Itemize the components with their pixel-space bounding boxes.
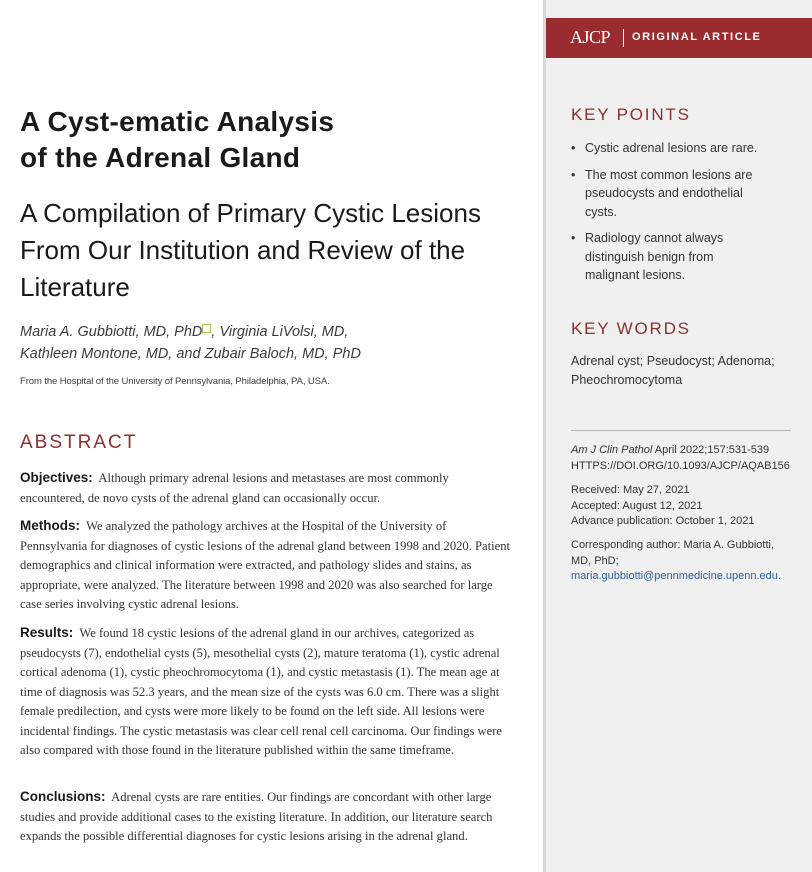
citation: Am J Clin Pathol April 2022;157:531-539 HTTPS://DOI.ORG/10.1093/AJCP/AQAB156	[571, 443, 796, 474]
conclusions-label: Conclusions:	[20, 789, 106, 804]
key-points-heading: KEY POINTS	[571, 105, 691, 124]
abstract-heading: ABSTRACT	[20, 432, 138, 453]
objectives-label: Objectives:	[20, 470, 93, 485]
affiliation: From the Hospital of the University of Pennsylvania, Philadelphia, PA, USA.	[20, 376, 330, 387]
doi-link[interactable]: HTTPS://DOI.ORG/10.1093/AJCP/AQAB156	[571, 459, 790, 472]
key-words: Adrenal cyst; Pseudocyst; Adenoma; Pheochromocytoma	[571, 354, 775, 387]
journal-banner	[546, 18, 812, 58]
author-list: Maria A. Gubbiotti, MD, PhD , Virginia LiVolsi, MD, Kathleen Montone, MD, and Zubair Baloch, MD, PhD	[20, 324, 361, 362]
abstract-results: Results: We found 18 cystic lesions of the adrenal gland in our archives, categorized as pseudocysts (7), endothelial cysts (5), mesothelial cysts (2), mature teratoma (1), cystic adrenal cortical adenoma (1), cystic pheochromocytoma (1), and cystic metastasis (1). The mean age at time of diagnosis was 52.3 years, and the mean size of the cysts was 6.0 cm. There was a slight female predilection, and cysts were more likely to be found on the left side. All lesions were incidental findings. The cystic metastasis was clear cell renal cell carcinoma. Our findings were also compared with those found in the literature published within the same timeframe.	[20, 625, 502, 757]
abstract-methods: Methods: We analyzed the pathology archives at the Hospital of the University of Pennsylvania for diagnoses of cystic lesions of the adrenal gland between 1998 and 2020. Patient demographics and clinical information were extracted, and pathology slides and stains, as appropriate, were analyzed. The literature between 1998 and 2020 was also searched for large case series involving cystic adrenal lesions.	[20, 518, 510, 611]
key-points-list	[571, 139, 771, 293]
sidebar-panel	[543, 0, 812, 872]
methods-label: Methods:	[20, 518, 80, 533]
corresponding-author: Corresponding author: Maria A. Gubbiotti, MD, PhD; maria.gubbiotti@pennmedicine.upenn.edu.	[571, 539, 781, 582]
abstract-objectives: Objectives: Although primary adrenal lesions and metastases are most commonly encountered, de novo cysts of the adrenal gland can occasionally occur.	[20, 470, 449, 505]
article-subtitle: A Compilation of Primary Cystic Lesions From Our Institution and Review of the Literature	[20, 198, 481, 302]
citation-journal: Am J Clin Pathol	[571, 444, 653, 456]
publication-dates: Received: May 27, 2021 Accepted: August 12, 2021 Advance publication: October 1, 2021	[571, 484, 755, 527]
results-label: Results:	[20, 625, 74, 640]
divider	[571, 430, 791, 431]
journal-logo: AJCP	[570, 27, 611, 47]
list-item: • The most common lesions are pseudocysts and endothelial cysts.	[571, 166, 771, 222]
article-title: A Cyst-ematic Analysis of the Adrenal Gland	[20, 106, 335, 173]
key-words-heading: KEY WORDS	[571, 319, 691, 338]
list-item: • Cystic adrenal lesions are rare.	[571, 139, 771, 158]
article-type-label: ORIGINAL ARTICLE	[632, 31, 762, 43]
list-item: • Radiology cannot always distinguish benign from malignant lesions.	[571, 229, 771, 285]
email-link[interactable]: maria.gubbiotti@pennmedicine.upenn.edu	[571, 570, 778, 582]
abstract-conclusions: Conclusions: Adrenal cysts are rare entities. Our findings are concordant with other large studies and provide additional cases to the existing literature. In addition, our literature search expands the possible differential diagnoses for cystic lesions arising in the adrenal gland.	[20, 789, 493, 843]
banner-divider	[623, 29, 624, 47]
